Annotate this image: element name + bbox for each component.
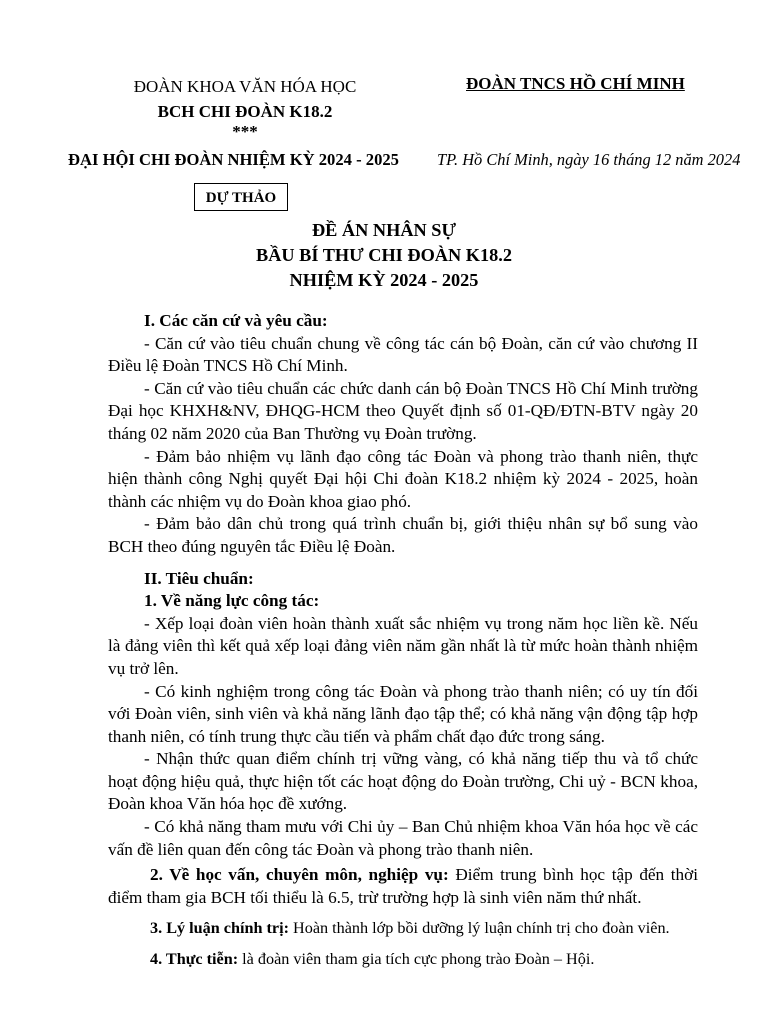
subsection-1-item: - Có kinh nghiệm trong công tác Đoàn và phong trào thanh niên; có uy tín đối với Đoàn viên, sinh viên và khả năng lãnh đạo tập thể; có khả năng vận động tập hợp thanh niên, có tính trung thực cầu tiến và phẩm chất đạo đức trong sáng. <box>108 681 698 746</box>
subsection-1-item: - Xếp loại đoàn viên hoàn thành xuất sắc nhiệm vụ trong năm học liền kề. Nếu là đảng viên thì kết quả xếp loại đảng viên năm gần nhất là từ mức hoàn thành nhiệm vụ trở lên. <box>108 613 698 678</box>
section-1-heading: I. Các căn cứ và yêu cầu: <box>144 311 328 330</box>
stars-divider: *** <box>232 122 258 141</box>
section-1-item: - Đảm bảo dân chủ trong quá trình chuẩn bị, giới thiệu nhân sự bổ sung vào BCH theo đúng nguyên tắc Điều lệ Đoàn. <box>108 514 698 556</box>
subsection-4-heading: 4. Thực tiễn: <box>150 950 239 969</box>
subsection-4-text: là đoàn viên tham gia tích cực phong trào Đoàn – Hội. <box>238 950 595 969</box>
subsection-2 <box>108 864 698 909</box>
document-title-line-3: NHIỆM KỲ 2024 - 2025 <box>289 270 479 290</box>
document-body <box>108 310 698 971</box>
org-line-1: ĐOÀN KHOA VĂN HÓA HỌC <box>133 77 357 96</box>
document-title-line-1: ĐỀ ÁN NHÂN SỰ <box>311 220 457 240</box>
draft-badge: DỰ THẢO <box>194 183 288 211</box>
subsection-3 <box>108 917 698 940</box>
congress-title: ĐẠI HỘI CHI ĐOÀN NHIỆM KỲ 2024 - 2025 <box>68 150 399 169</box>
section-1-item: - Căn cứ vào tiêu chuẩn các chức danh cán bộ Đoàn TNCS Hồ Chí Minh trường Đại học KHXH&NV, ĐHQG-HCM theo Quyết định số 01-QĐ/ĐTN-BTV ngày 20 tháng 02 năm 2020 của Ban Thường vụ Đoàn trường. <box>108 378 698 443</box>
subsection-1-item: - Có khả năng tham mưu với Chi ủy – Ban Chủ nhiệm khoa Văn hóa học về các vấn đề liên quan đến công tác Đoàn và phong trào thanh niên. <box>108 817 698 859</box>
subsection-1-heading: 1. Về năng lực công tác: <box>144 591 320 611</box>
subsection-2-heading: 2. Về học vấn, chuyên môn, nghiệp vụ: <box>150 865 449 885</box>
subsection-3-heading: 3. Lý luận chính trị: <box>150 919 289 938</box>
issuing-organization <box>120 74 370 140</box>
subsection-1-item: - Nhận thức quan điểm chính trị vững vàng, có khả năng tiếp thu và tổ chức hoạt động hiệu quả, thực hiện tốt các hoạt động do Đoàn trường, Chi uỷ - BCN khoa, Đoàn khoa Văn hóa học đề xướng. <box>108 749 698 814</box>
section-2-heading: II. Tiêu chuẩn: <box>144 568 254 588</box>
union-name: ĐOÀN TNCS HỒ CHÍ MINH <box>466 74 685 93</box>
subsection-2-text: Điểm trung bình học tập đến thời điểm tham gia BCH tối thiểu là 6.5, trừ trường hợp là sinh viên năm thứ nhất. <box>108 865 698 907</box>
document-title-line-2: BẦU BÍ THƯ CHI ĐOÀN K18.2 <box>256 245 512 265</box>
subsection-4 <box>108 948 698 971</box>
subsection-3-text: Hoàn thành lớp bồi dưỡng lý luận chính trị cho đoàn viên. <box>288 919 670 938</box>
dateline: TP. Hồ Chí Minh, ngày 16 tháng 12 năm 2024 <box>437 150 741 169</box>
section-1-item: - Đảm bảo nhiệm vụ lãnh đạo công tác Đoàn và phong trào thanh niên, thực hiện thành công Nghị quyết Đại hội Chi đoàn K18.2 nhiệm kỳ 2024 - 2025, hoàn thành các nhiệm vụ do Đoàn khoa giao phó. <box>108 446 698 511</box>
section-1-item: - Căn cứ vào tiêu chuẩn chung về công tác cán bộ Đoàn, căn cứ vào chương II Điều lệ Đoàn TNCS Hồ Chí Minh. <box>108 333 698 376</box>
org-line-2: BCH CHI ĐOÀN K18.2 <box>157 102 333 121</box>
